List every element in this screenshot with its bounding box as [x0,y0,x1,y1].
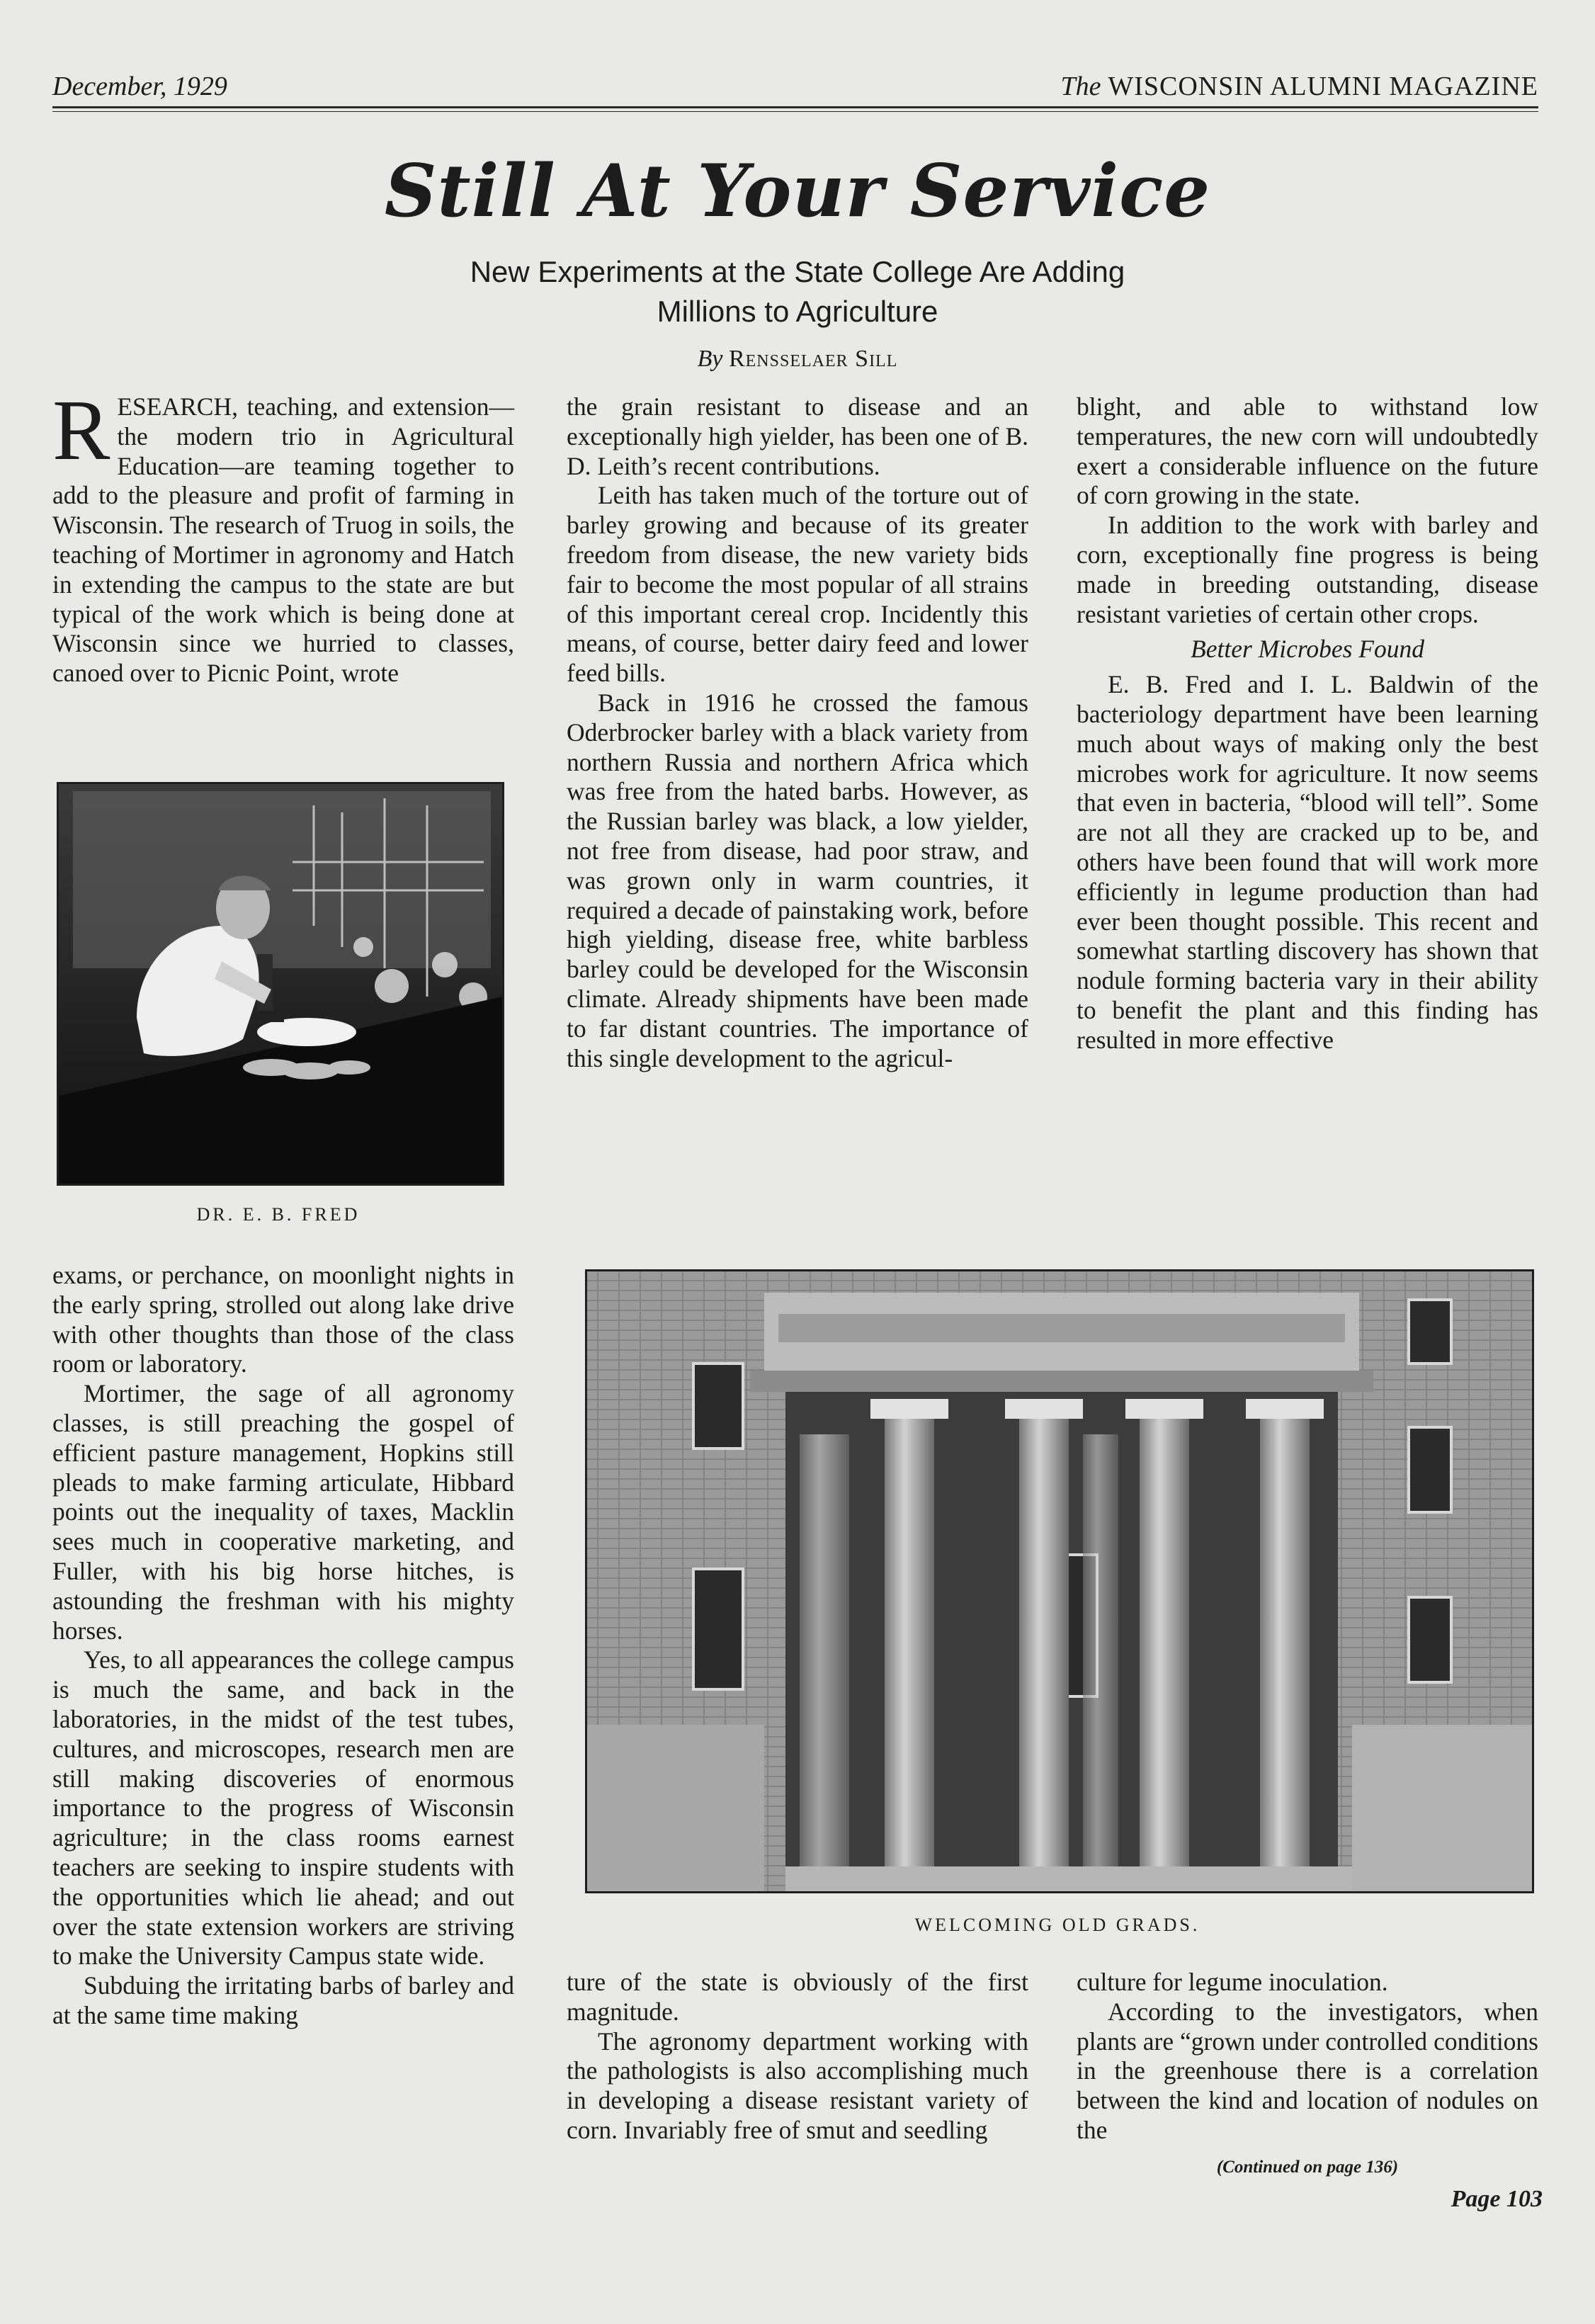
opening-text: ESEARCH, teaching, and extension—the modern trio in Agricultural Education—are teaming together to add to the pleasure and profit of farming in Wisconsin. The research of Truog in soils, the teaching of Mortimer in agronomy and Hatch in extending the campus to the state are but typical of the work which is being done at Wisconsin since we hurried to classes, canoed over to Picnic Point, wrote [52,392,514,688]
paragraph: the grain resistant to disease and an exceptionally high yielder, has been one of B. D. Leith’s recent contributions. [567,392,1028,480]
paragraph: Back in 1916 he crossed the famous Oderbrocker barley with a black variety from northern Russia and northern Africa which was free from the hated barbs. However, as the Russian barley was black, a low yielder, not free from disease, had poor straw, and was grown only in warm countries, it required a decade of painstaking work, before high yielding, disease free, white barbless barley could be developed for the Wisconsin climate. Already shipments have been made to far distant countries. The importance of this single development to the agricul- [567,688,1028,1072]
agriculture-hall-photo [587,1271,1532,1891]
photo-dr-fred [57,782,504,1186]
paragraph: According to the investigators, when plants are “grown under controlled conditions in the greenhouse there is a correlation between the kind and location of nodules on the [1077,1997,1538,2144]
paragraph: Subduing the irritating barbs of barley and at the same time making [52,1971,514,2029]
section-subhead: Better Microbes Found [1191,635,1424,664]
paragraph: Mortimer, the sage of all agronomy classes, is still preaching the gospel of efficient pasture management, Hopkins still pleads to make farming articulate, Hibbard points out the inequality of taxes, Macklin sees much in cooperative marketing, and Fuller, with his big horse hitches, is astounding the freshman with his mighty horses. [52,1379,514,1645]
magazine-prefix: The [1060,72,1101,101]
subtitle-line-2: Millions to Agriculture [657,295,938,328]
continued-note: (Continued on page 136) [1216,2158,1399,2177]
byline-by: By [697,346,723,372]
column-1-top [52,382,514,688]
photo-building [585,1269,1534,1893]
column-2-bottom [567,1968,1028,2146]
column-3-bottom [1077,1968,1538,2146]
column-3-top [1077,392,1538,1055]
paragraph: Leith has taken much of the torture out of barley growing and because of its greater freedom from disease, the new variety bids fair to become the most popular of all strains of this important cereal crop. Incidently this means, of course, better dairy feed and lower feed bills. [567,481,1028,688]
paragraph: ture of the state is obviously of the first magnitude. [567,1968,1028,2026]
byline-author: Rensselaer Sill [728,346,898,372]
column-2-top [567,392,1028,1073]
paragraph: The agronomy department working with the pathologists is also accomplishing much in developing a disease resistant variety of corn. Invariably free of smut and seedling [567,2027,1028,2144]
page-number: Page 103 [1451,2186,1543,2212]
magazine-title: WISCONSIN ALUMNI MAGAZINE [1108,72,1538,101]
header-rule-thin [52,111,1538,112]
magazine-name [1061,71,1538,102]
byline [0,346,1595,373]
lab-scientist-photo [59,784,502,1184]
photo-caption-building: WELCOMING OLD GRADS. [914,1915,1200,1935]
paragraph: exams, or perchance, on moonlight nights in the early spring, strolled out along lake drive with other thoughts than those of the class room or laboratory. [52,1261,514,1378]
paragraph: In addition to the work with barley and corn, exceptionally fine progress is being made in breeding outstanding, disease resistant varieties of certain other crops. [1077,511,1538,628]
drop-cap: R [52,382,110,478]
paragraph: culture for legume inoculation. [1077,1968,1388,1996]
article-title: Still At Your Service [384,149,1211,234]
subtitle-line-1: New Experiments at the State College Are Adding [470,255,1125,288]
opening-paragraph [52,382,514,688]
photo-caption-fred: DR. E. B. FRED [196,1204,361,1225]
paragraph: Yes, to all appearances the college campus is much the same, and back in the laboratories, in the midst of the test tubes, cultures, and microscopes, research men are still making discoveries of enormous importance to the progress of Wisconsin agriculture; in the class rooms earnest teachers are seeking to inspire students with the opportunities which lie ahead; and out over the state extension workers are striving to make the University Campus state wide. [52,1645,514,1971]
issue-date: December, 1929 [52,72,227,101]
header-rule [52,106,1538,108]
paragraph: blight, and able to withstand low temperatures, the new corn will undoubtedly exert a considerable influence on the future of corn growing in the state. [1077,392,1538,510]
running-header [52,68,1538,108]
column-1-bottom [52,1261,514,2031]
paragraph: E. B. Fred and I. L. Baldwin of the bacteriology department have been learning much about ways of making only the best microbes work for agriculture. It now seems that even in bacteria, “blood will tell”. Some are not all they are cracked up to be, and others have been found that will work more efficiently in legume production than had ever been thought possible. This recent and somewhat startling discovery has shown that nodule forming bacteria vary in their ability to benefit the plant and this finding has resulted in more effective [1077,670,1538,1054]
article-subtitle [212,252,1383,331]
